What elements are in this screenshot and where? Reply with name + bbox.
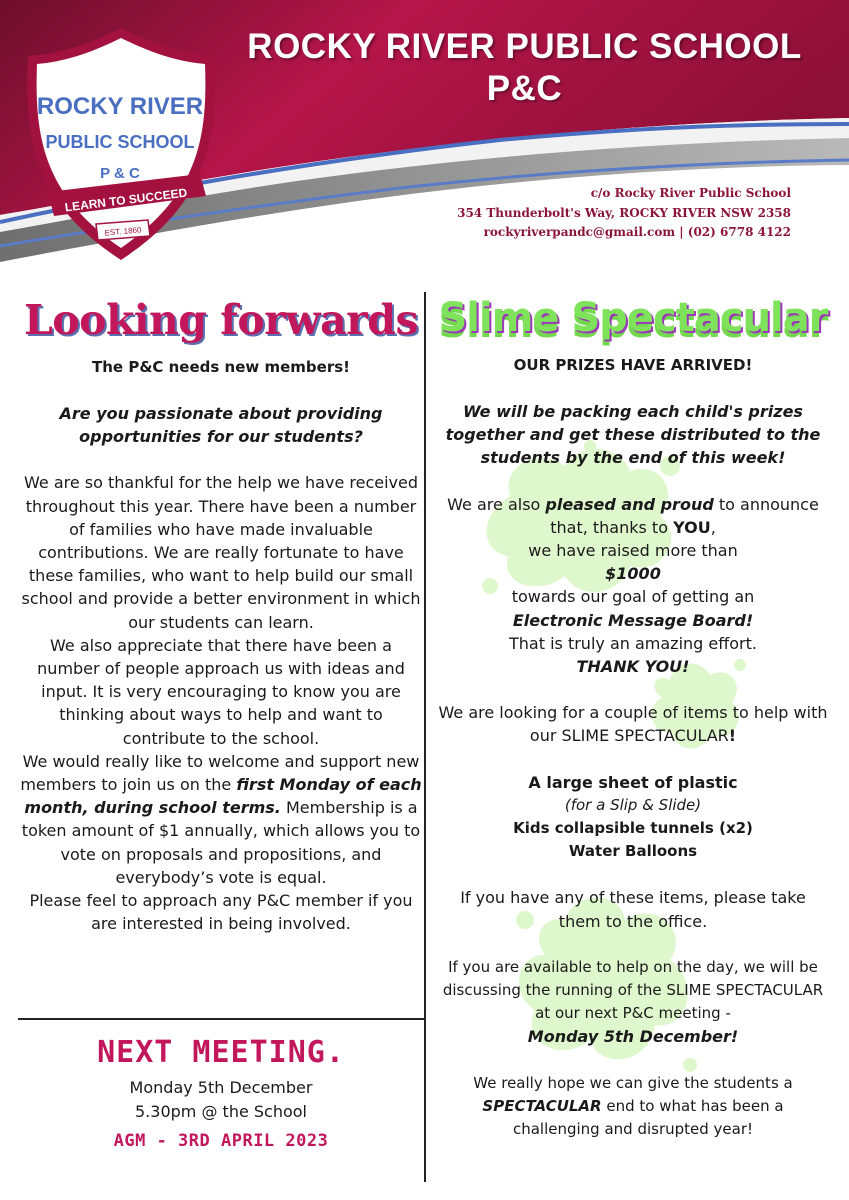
- item-plastic-note: (for a Slip & Slide): [564, 795, 702, 814]
- meeting-schedule: first Monday of each month, during school terms.: [24, 775, 422, 818]
- crest-line-1: ROCKY RIVER: [36, 93, 204, 120]
- help-date: Monday 5th December!: [527, 1027, 739, 1047]
- thanks-paragraph: We are so thankful for the help we have received throughout this year. There have been a number of families who have made invaluable contributions. We are really fortunate to have these families, who want to help build our small school and provide a better environment in which our students can learn.: [21, 473, 421, 632]
- school-address: [457, 184, 791, 243]
- title-line-1: ROCKY RIVER PUBLIC SCHOOL: [247, 27, 802, 66]
- agm-date: AGM - 3RD APRIL 2023: [113, 1131, 329, 1151]
- looking-forwards-section: [18, 290, 424, 935]
- items-request: [438, 701, 828, 747]
- raised-amount: $1000: [605, 564, 661, 584]
- next-meeting-heading: NEXT MEETING.: [97, 1035, 345, 1070]
- announcement-emphasis: pleased and proud: [545, 494, 714, 514]
- help-notice: If you are available to help on the day, we will be discussing the running of the SLIME SPECTACULAR at our next P&C meeting -: [442, 957, 824, 1023]
- announcement: [438, 493, 828, 539]
- message-board-goal: Electronic Message Board!: [512, 610, 754, 630]
- item-water-balloons: Water Balloons: [568, 842, 698, 861]
- slime-spectacular-heading: Slime Spectacular: [438, 295, 828, 341]
- goal-text: towards our goal of getting an: [511, 587, 755, 607]
- crest-motto: LEARN TO SUCCEED: [64, 185, 188, 215]
- office-notice: If you have any of these items, please take them to the office.: [460, 888, 806, 931]
- announcement-you: YOU: [673, 517, 711, 537]
- slime-spectacular-section: [438, 288, 828, 1141]
- closing-text-c: end to what has been a challenging and disrupted year!: [512, 1096, 784, 1139]
- items-request-text: We are looking for a couple of items to help with our SLIME SPECTACULAR: [438, 703, 828, 746]
- closing-emphasis: SPECTACULAR: [482, 1096, 602, 1115]
- announcement-text-a: We are also: [447, 494, 546, 514]
- approach-paragraph: Please feel to approach any P&C member if you are interested in being involved.: [29, 891, 413, 934]
- membership-text-c: Membership is a token amount of $1 annually, which allows you to vote on proposals and propositions, and everybody’s vote is equal.: [21, 798, 421, 887]
- passion-question: Are you passionate about providing opportunities for our students?: [59, 404, 383, 447]
- members-lead: The P&C needs new members!: [92, 358, 350, 376]
- title-line-2: P&C: [486, 69, 563, 108]
- meeting-date: Monday 5th December: [129, 1078, 313, 1097]
- school-crest-logo: [16, 24, 226, 264]
- address-contact: rockyriverpandc@gmail.com | (02) 6778 4122: [483, 225, 791, 239]
- meeting-time: 5.30pm @ the School: [135, 1102, 307, 1121]
- item-plastic-sheet: A large sheet of plastic: [528, 772, 738, 792]
- items-request-exclaim: !: [728, 726, 737, 746]
- crest-line-3: P & C: [100, 165, 140, 182]
- effort-text: That is truly an amazing effort.: [509, 633, 757, 653]
- ideas-paragraph: We also appreciate that there have been a number of people approach us with ideas and input. It is very encouraging to know you are thinking about ways to help and want to contribute to the school.: [37, 635, 405, 748]
- closing-text-a: We really hope we can give the students a: [473, 1073, 793, 1092]
- school-title: [200, 26, 849, 110]
- announcement-comma: ,: [710, 517, 716, 537]
- next-meeting-section: [18, 1030, 424, 1158]
- column-divider: [424, 292, 426, 1182]
- closing-paragraph: [438, 1072, 828, 1142]
- looking-forwards-heading: Looking forwards: [23, 296, 419, 344]
- crest-line-2: PUBLIC SCHOOL: [45, 132, 195, 152]
- thank-you-text: THANK YOU!: [576, 657, 690, 677]
- membership-paragraph: [18, 750, 424, 889]
- packing-notice: We will be packing each child's prizes together and get these distributed to the students by the end of this week!: [445, 402, 821, 468]
- membership-text-a: We would really like to welcome and support new members to join us on the: [20, 751, 420, 795]
- raised-text: we have raised more than: [528, 541, 738, 561]
- item-tunnels: Kids collapsible tunnels (x2): [513, 819, 753, 838]
- prizes-lead: OUR PRIZES HAVE ARRIVED!: [513, 356, 753, 374]
- section-divider: [18, 1018, 424, 1020]
- crest-est: EST. 1860: [104, 225, 142, 238]
- announcement-text-c: to announce that, thanks to: [550, 494, 819, 537]
- address-line-1: c/o Rocky River Public School: [590, 186, 791, 200]
- address-line-2: 354 Thunderbolt's Way, ROCKY RIVER NSW 2358: [457, 205, 791, 220]
